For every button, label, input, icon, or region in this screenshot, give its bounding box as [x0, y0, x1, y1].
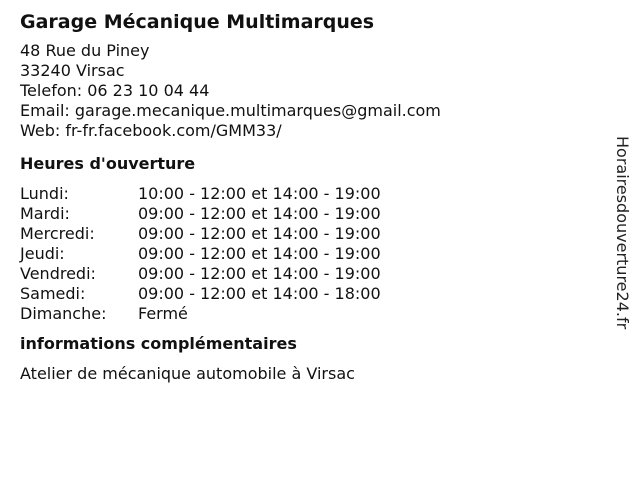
day-label: Dimanche:	[20, 304, 107, 323]
day-hours: 10:00 - 12:00 et 14:00 - 19:00	[138, 184, 381, 203]
day-label: Vendredi:	[20, 264, 96, 283]
phone-number[interactable]: Telefon: 06 23 10 04 44	[20, 81, 210, 100]
day-label: Mardi:	[20, 204, 70, 223]
opening-hours-table	[20, 184, 381, 324]
day-hours: 09:00 - 12:00 et 14:00 - 18:00	[138, 284, 381, 303]
day-hours: Fermé	[138, 304, 188, 323]
opening-hours-heading: Heures d'ouverture	[20, 154, 196, 173]
hours-row-friday	[20, 264, 381, 284]
day-hours: 09:00 - 12:00 et 14:00 - 19:00	[138, 224, 381, 243]
day-label: Jeudi:	[20, 244, 65, 263]
address-street: 48 Rue du Piney	[20, 41, 150, 60]
email-address[interactable]: Email: garage.mecanique.multimarques@gmail.com	[20, 101, 441, 120]
hours-row-tuesday	[20, 204, 381, 224]
day-hours: 09:00 - 12:00 et 14:00 - 19:00	[138, 264, 381, 283]
hours-row-thursday	[20, 244, 381, 264]
additional-info-heading: informations complémentaires	[20, 334, 297, 353]
day-hours: 09:00 - 12:00 et 14:00 - 19:00	[138, 204, 381, 223]
business-name: Garage Mécanique Multimarques	[20, 11, 375, 33]
address-city: 33240 Virsac	[20, 61, 125, 80]
hours-row-monday	[20, 184, 381, 204]
hours-row-wednesday	[20, 224, 381, 244]
additional-info-text: Atelier de mécanique automobile à Virsac	[20, 364, 355, 383]
hours-row-saturday	[20, 284, 381, 304]
business-card	[20, 10, 600, 384]
day-label: Lundi:	[20, 184, 69, 203]
day-label: Mercredi:	[20, 224, 95, 243]
day-hours: 09:00 - 12:00 et 14:00 - 19:00	[138, 244, 381, 263]
hours-row-sunday	[20, 304, 381, 324]
day-label: Samedi:	[20, 284, 86, 303]
site-watermark: Horairesdouverture24.fr	[613, 136, 632, 330]
website-link[interactable]: Web: fr-fr.facebook.com/GMM33/	[20, 121, 282, 140]
